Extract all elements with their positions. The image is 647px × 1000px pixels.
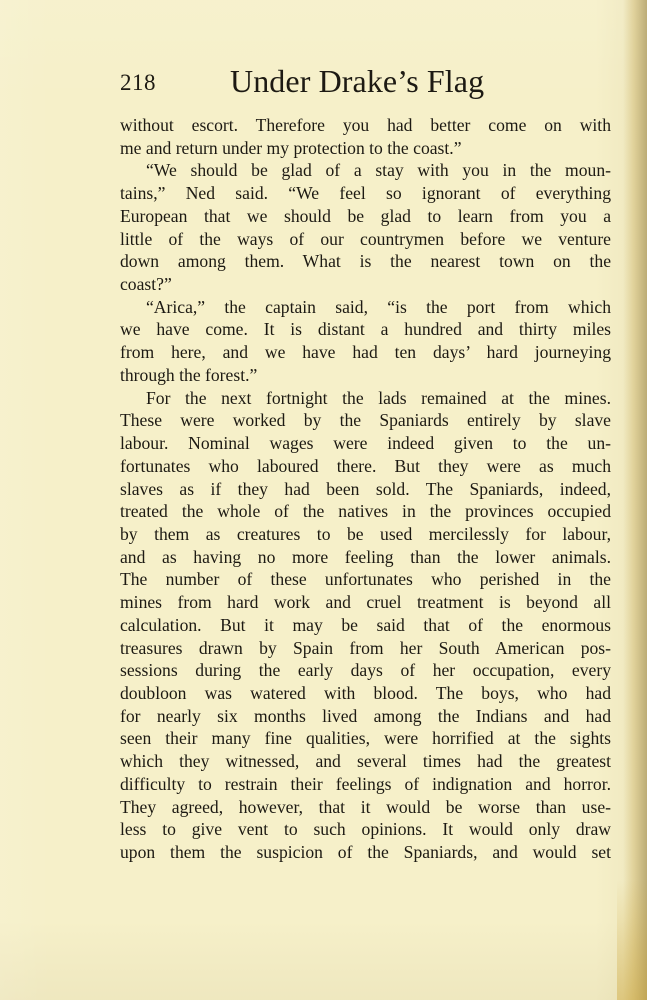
text-line-13: For the next fortnight the lads remained at the mines. [146,387,611,408]
running-title: Under Drake’s Flag [230,63,485,99]
running-header [118,58,612,106]
text-line-23: calculation. But it may be said that of the enormous [120,614,611,635]
text-line-20: and as having no more feeling than the lower animals. [120,546,611,567]
page-bottom-wear [617,880,647,1000]
text-line-19: by them as creatures to be used mercilessly for labour, [120,523,611,544]
text-line-11: from here, and we have had ten days’ hard journeying [120,342,611,363]
text-line-9: “Arica,” the captain said, “is the port from which [146,296,611,317]
text-line-4: tains,” Ned said. “We feel so ignorant of everything [120,183,611,204]
text-line-14: These were worked by the Spaniards entirely by slave [120,410,611,431]
text-line-6: little of the ways of our countrymen before we venture [120,228,611,249]
text-line-28: seen their many fine qualities, were horrified at the sights [120,728,611,749]
text-line-29: which they witnessed, and several times had the greatest [120,751,611,772]
text-line-2: me and return under my protection to the coast.” [120,137,462,158]
page-edge-shadow [623,0,647,1000]
text-line-30: difficulty to restrain their feelings of indignation and horror. [120,773,611,794]
text-line-7: down among them. What is the nearest town on the [120,251,611,272]
text-line-24: treasures drawn by Spain from her South American pos- [120,637,611,658]
text-line-31: They agreed, however, that it would be worse than use- [120,796,611,817]
text-line-21: The number of these unfortunates who perished in the [120,569,611,590]
text-line-3: “We should be glad of a stay with you in the moun- [146,160,611,181]
text-line-27: for nearly six months lived among the Indians and had [120,705,611,726]
body-text [120,114,611,864]
text-line-25: sessions during the early days of her occupation, every [120,660,611,681]
text-line-26: doubloon was watered with blood. The boys, who had [120,682,611,703]
text-line-12: through the forest.” [120,364,258,385]
text-line-18: treated the whole of the natives in the provinces occupied [120,501,611,522]
text-line-15: labour. Nominal wages were indeed given to the un- [120,433,611,454]
text-line-22: mines from hard work and cruel treatment is beyond all [120,592,611,613]
page-number: 218 [120,70,156,95]
text-line-33: upon them the suspicion of the Spaniards, and would set [120,842,611,862]
text-line-1: without escort. Therefore you had better come on with [120,115,611,135]
text-line-16: fortunates who laboured there. But they were as much [120,455,611,476]
text-line-8: coast?” [120,274,172,295]
text-line-5: European that we should be glad to learn from you a [120,205,611,226]
text-line-32: less to give vent to such opinions. It would only draw [120,819,611,840]
text-line-17: slaves as if they had been sold. The Spaniards, indeed, [120,478,611,499]
text-line-10: we have come. It is distant a hundred and thirty miles [120,319,611,340]
